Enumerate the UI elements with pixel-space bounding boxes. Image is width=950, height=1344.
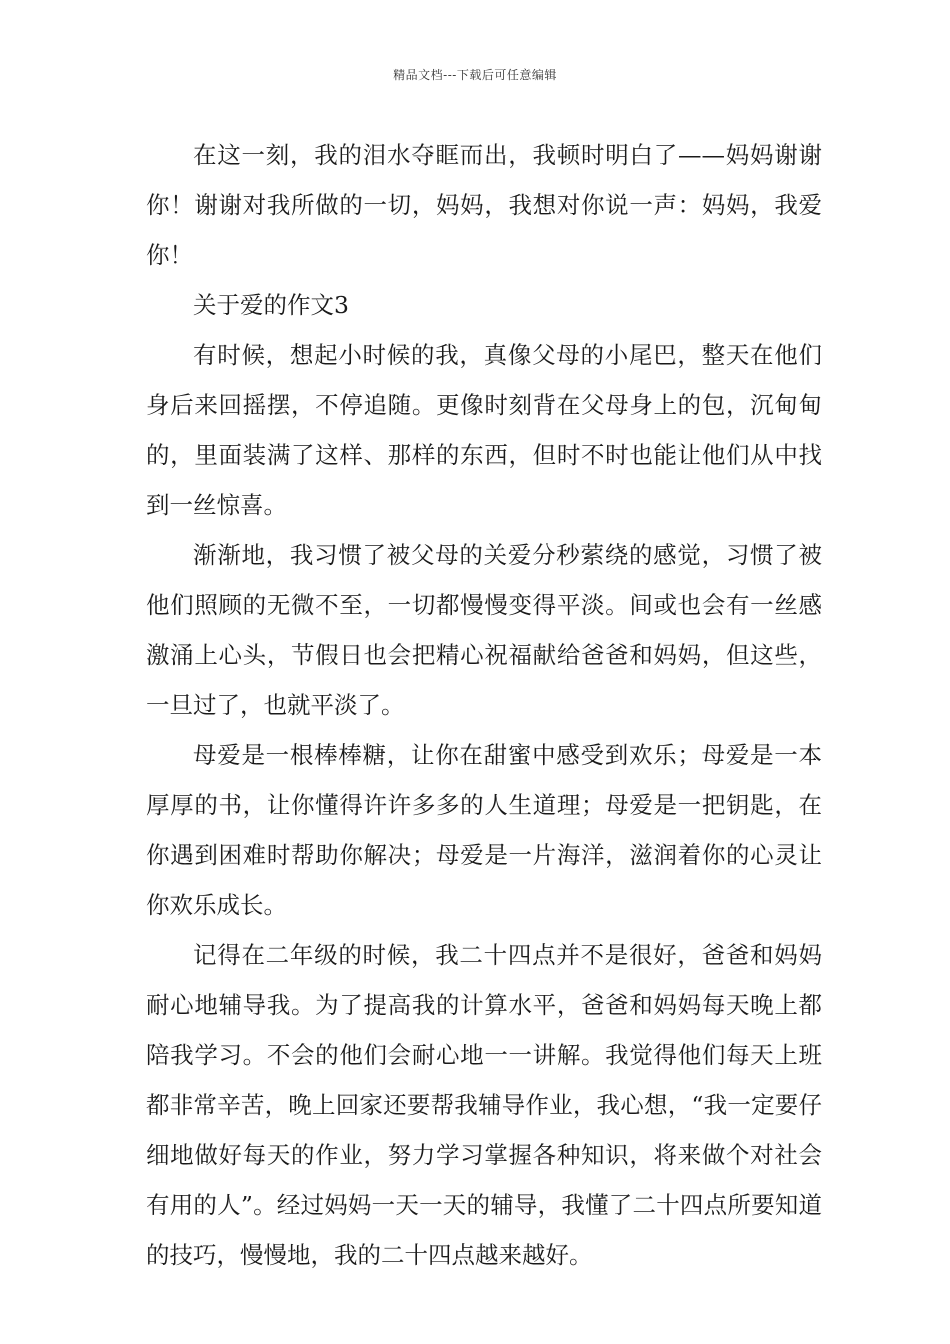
- paragraph-3: 渐渐地，我习惯了被父母的关爱分秒萦绕的感觉，习惯了被他们照顾的无微不至，一切都慢慢变得平淡。间或也会有一丝感激涌上心头，节假日也会把精心祝福献给爸爸和妈妈，但这些，一旦过了，也就平淡了。: [146, 541, 822, 719]
- paragraph-4: 母爱是一根棒棒糖，让你在甜蜜中感受到欢乐；母爱是一本厚厚的书，让你懂得许许多多的人生道理；母爱是一把钥匙，在你遇到困难时帮助你解决；母爱是一片海洋，滋润着你的心灵让你欢乐成长。: [146, 741, 822, 919]
- document-body: [146, 130, 822, 1280]
- paragraph-2: 有时候，想起小时候的我，真像父母的小尾巴，整天在他们身后来回摇摆，不停追随。更像时刻背在父母身上的包，沉甸甸的，里面装满了这样、那样的东西，但时不时也能让他们从中找到一丝惊喜。: [146, 341, 822, 519]
- paragraph-5: 记得在二年级的时候，我二十四点并不是很好，爸爸和妈妈耐心地辅导我。为了提高我的计算水平，爸爸和妈妈每天晚上都陪我学习。不会的他们会耐心地一一讲解。我觉得他们每天上班都非常辛苦，晚上回家还要帮我辅导作业，我心想，“我一定要仔细地做好每天的作业，努力学习掌握各种知识，将来做个对社会有用的人”。经过妈妈一天一天的辅导，我懂了二十四点所要知道的技巧，慢慢地，我的二十四点越来越好。: [146, 941, 822, 1269]
- page-header: 精品文档---下载后可任意编辑: [393, 68, 557, 82]
- paragraph-1: 在这一刻，我的泪水夺眶而出，我顿时明白了——妈妈谢谢你！谢谢对我所做的一切，妈妈，我想对你说一声：妈妈，我爱你！: [146, 141, 822, 269]
- section-heading: 关于爱的作文3: [193, 291, 349, 319]
